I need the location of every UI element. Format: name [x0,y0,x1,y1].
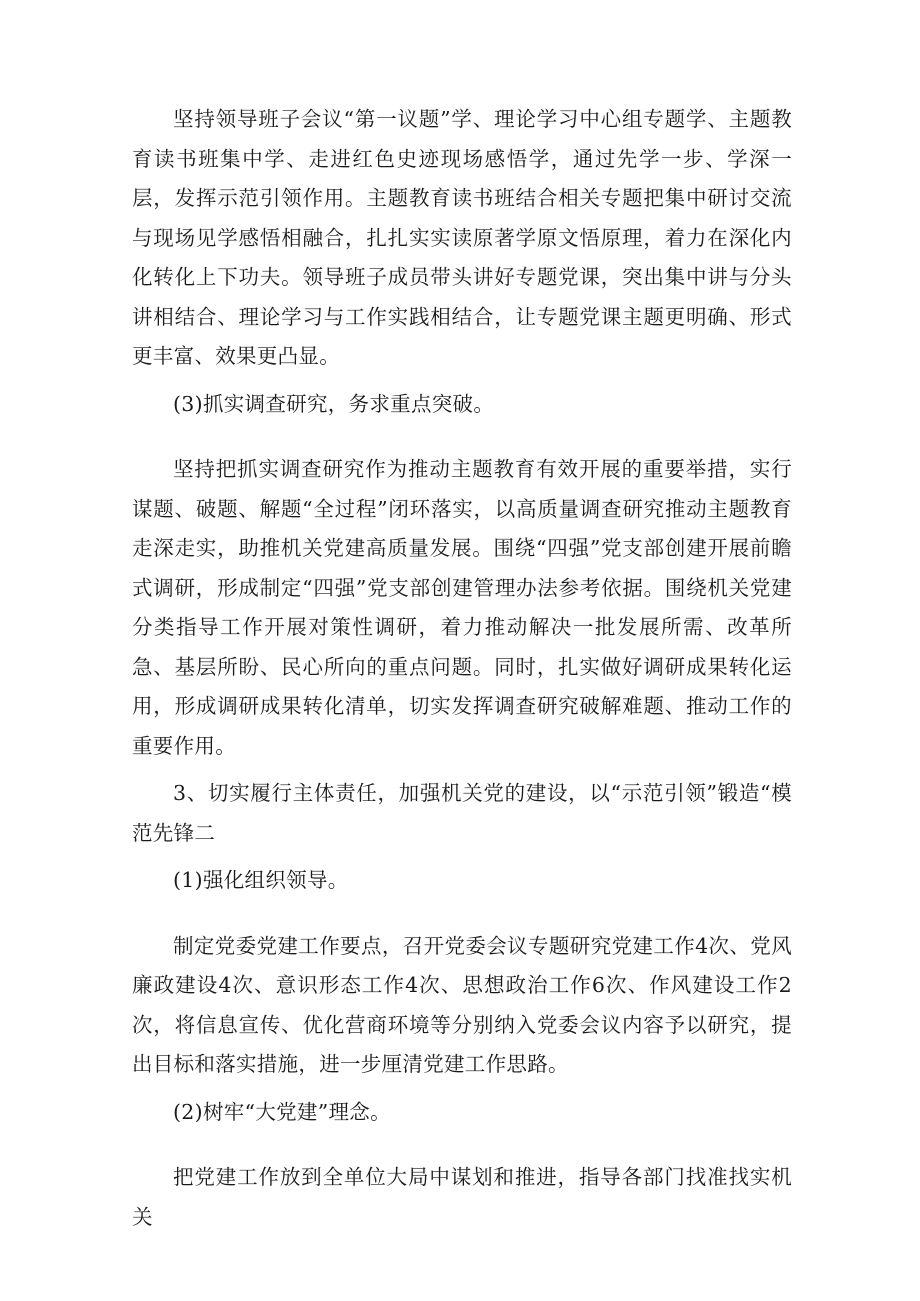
paragraph-party-building-concept: 把党建工作放到全单位大局中谋划和推进，指导各部门找准找实机关 [132,1165,792,1229]
heading-main-responsibility: 3、切实履行主体责任，加强机关党的建设，以“示范引领”锻造“模范先锋二 [132,781,792,845]
paragraph-investigation: 坚持把抓实调查研究作为推动主题教育有效开展的重要举措，实行谋题、破题、解题“全过程”闭环落实，以高质量调查研究推动主题教育走深走实，助推机关党建高质量发展。围绕“四强”党支部创建开展前瞻式调研，形成制定“四强”党支部创建管理办法参考依据。围绕机关党建分类指导工作开展对策性调研，着力推动解决一批发展所需、改革所急、基层所盼、民心所向的重点问题。同时，扎实做好调研成果转化运用，形成调研成果转化清单，切实发挥调查研究破解难题、推动工作的重要作用。 [132,457,792,758]
paragraph-study-methods: 坚持领导班子会议“第一议题”学、理论学习中心组专题学、主题教育读书班集中学、走进红色史迹现场感悟学，通过先学一步、学深一层，发挥示范引领作用。主题教育读书班结合相关专题把集中研讨交流与现场见学感悟相融合，扎扎实实读原著学原文悟原理，着力在深化内化转化上下功夫。领导班子成员带头讲好专题党课，突出集中讲与分头讲相结合、理论学习与工作实践相结合，让专题党课主题更明确、形式更丰富、效果更凸显。 [132,107,792,368]
document-body [132,100,792,1237]
heading-organization-leadership: (1)强化组织领导。 [173,868,349,892]
heading-party-building-concept: (2)树牢“大党建”理念。 [173,1099,391,1124]
paragraph-organization-leadership: 制定党委党建工作要点，召开党委会议专题研究党建工作4次、党风廉政建设4次、意识形态工作4次、思想政治工作6次、作风建设工作2次，将信息宣传、优化营商环境等分别纳入党委会议内容予以研究，提出目标和落实措施，进一步厘清党建工作思路。 [132,933,792,1076]
heading-investigation: (3)抓实调查研究，务求重点突破。 [173,391,495,416]
